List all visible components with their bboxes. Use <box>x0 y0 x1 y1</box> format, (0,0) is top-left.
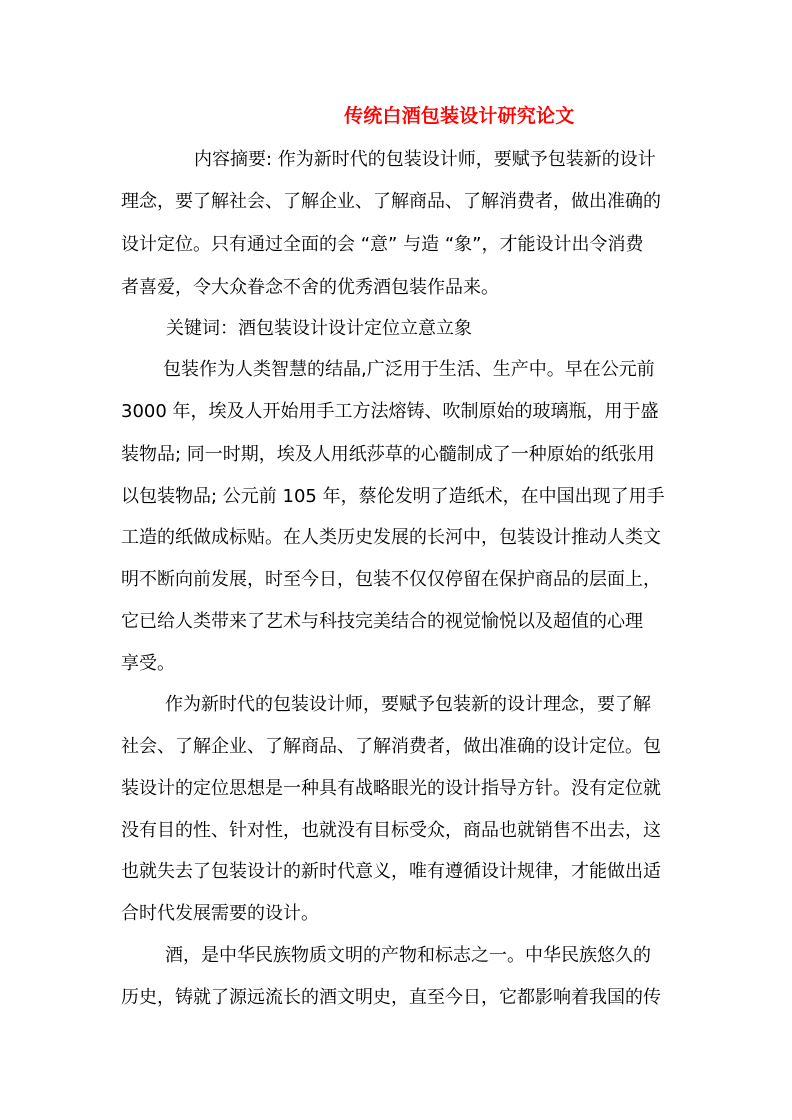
paragraph-1-line-4: 以包装物品; 公元前 105 年，蔡伦发明了造纸术，在中国出现了用手 <box>121 486 665 507</box>
paragraph-1-line-6: 明不断向前发展，时至今日，包装不仅仅停留在保护商品的层面上， <box>121 569 661 590</box>
abstract-line-3: 设计定位。只有通过全面的会 “意” 与造 “象”，才能设计出令消费 <box>121 234 644 255</box>
paragraph-3-line-1: 酒，是中华民族物质文明的产物和标志之一。中华民族悠久的 <box>165 945 651 966</box>
paragraph-1-line-1: 包装作为人类智慧的结晶,广泛用于生活、生产中。早在公元前 <box>163 359 655 380</box>
paragraph-1-line-8: 享受。 <box>121 653 175 674</box>
paragraph-2-line-2: 社会、了解企业、了解商品、了解消费者，做出准确的设计定位。包 <box>121 736 661 757</box>
paragraph-2-line-4: 没有目的性、针对性，也就没有目标受众，商品也就销售不出去，这 <box>121 820 661 841</box>
keywords-line: 关键词：酒包装设计设计定位立意立象 <box>166 318 472 339</box>
paragraph-2-line-5: 也就失去了包装设计的新时代意义，唯有遵循设计规律，才能做出适 <box>121 861 661 882</box>
abstract-line-1: 内容摘要: 作为新时代的包装设计师，要赋予包装新的设计 <box>194 149 656 170</box>
paragraph-2-line-6: 合时代发展需要的设计。 <box>121 903 319 924</box>
paragraph-1-line-7: 它已给人类带来了艺术与科技完美结合的视觉愉悦以及超值的心理 <box>121 611 643 632</box>
document-title: 传统白酒包装设计研究论文 <box>344 105 575 127</box>
paragraph-2-line-1: 作为新时代的包装设计师，要赋予包装新的设计理念，要了解 <box>165 694 651 715</box>
paragraph-2-line-3: 装设计的定位思想是一种具有战略眼光的设计指导方针。没有定位就 <box>121 778 661 799</box>
paragraph-1-line-5: 工造的纸做成标贴。在人类历史发展的长河中，包装设计推动人类文 <box>121 527 661 548</box>
abstract-line-2: 理念，要了解社会、了解企业、了解商品、了解消费者，做出准确的 <box>121 191 661 212</box>
paragraph-3-line-2: 历史，铸就了源远流长的酒文明史，直至今日，它都影响着我国的传 <box>121 987 661 1008</box>
abstract-line-4: 者喜爱，令大众眷念不舍的优秀酒包装作品来。 <box>121 277 499 298</box>
paragraph-1-line-3: 装物品; 同一时期，埃及人用纸莎草的心髓制成了一种原始的纸张用 <box>121 444 655 465</box>
paragraph-1-line-2: 3000 年，埃及人开始用手工方法熔铸、吹制原始的玻璃瓶，用于盛 <box>121 401 659 422</box>
